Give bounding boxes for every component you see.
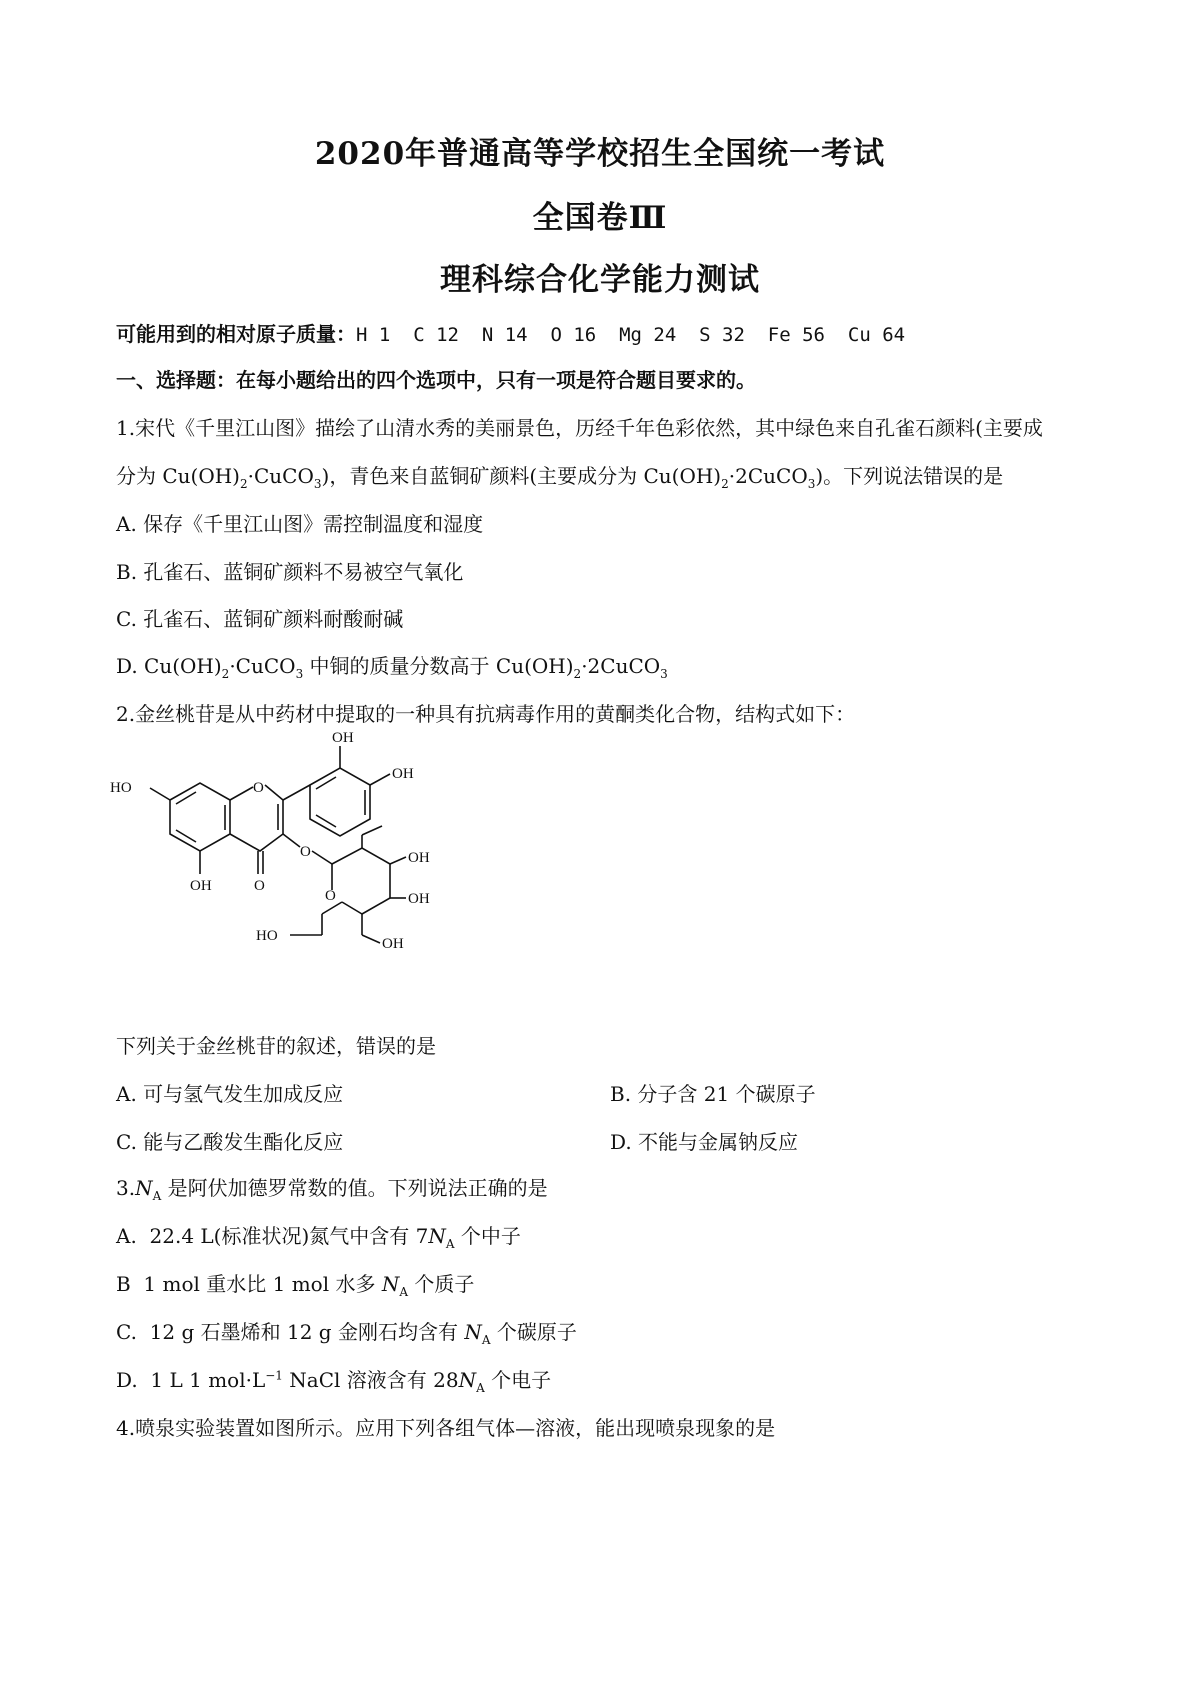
q4-stem: 4.喷泉实验装置如图所示。应用下列各组气体—溶液，能出现喷泉现象的是 [116, 1416, 776, 1440]
label-oh-right: OH [392, 766, 414, 782]
exam-subtitle: 全国卷Ⅲ [532, 200, 668, 236]
label-o-carbonyl: O [254, 878, 265, 894]
label-oh-bottom: OH [190, 878, 212, 894]
q3-option-d: D. 1 L 1 $mol\cdot L^{-1}$ NaCl 溶液含有 $28N_A$ 个电子 [116, 1368, 552, 1395]
q3-option-c: C. 12 g 石墨烯和 12 g 金刚石均含有 $N_A$ 个碳原子 [116, 1320, 577, 1347]
atomic-mass-label: 可能用到的相对原子质量： [116, 322, 356, 346]
q3-option-a: A. 22.4 L(标准状况)氮气中含有 $7N_A$ 个中子 [116, 1224, 521, 1251]
exam-subject: 理科综合化学能力测试 [440, 262, 760, 298]
exam-title: 2020年普通高等学校招生全国统一考试 [314, 136, 886, 172]
label-ho-sugar: HO [256, 928, 278, 944]
q2-option-d: D. 不能与金属钠反应 [610, 1130, 799, 1154]
label-ho-left: HO [110, 780, 132, 796]
label-oh-sugar2: OH [408, 891, 430, 907]
atomic-mass-values: H 1 C 12 N 14 O 16 Mg 24 S 32 Fe 56 Cu 64 [356, 324, 906, 346]
label-oh-sugar1: OH [408, 850, 430, 866]
q3-stem: $3.N_A$ 是阿伏加德罗常数的值。下列说法正确的是 [116, 1176, 548, 1203]
q1-option-d: D. $Cu(OH)_2\cdot CuCO_3$ 中铜的质量分数高于 $Cu(OH)_2\cdot 2CuCO_3$ [116, 654, 668, 681]
q2-stem: 2.金丝桃苷是从中药材中提取的一种具有抗病毒作用的黄酮类化合物，结构式如下： [116, 702, 856, 726]
q1-option-a: A. 保存《千里江山图》需控制温度和湿度 [116, 512, 484, 536]
q2-option-c: C. 能与乙酸发生酯化反应 [116, 1130, 344, 1154]
q1-option-b: B. 孔雀石、蓝铜矿颜料不易被空气氧化 [116, 560, 464, 584]
hyperoside-structure [100, 730, 480, 1010]
q1-stem-line1: 1.宋代《千里江山图》描绘了山清水秀的美丽景色，历经千年色彩依然，其中绿色来自孔雀石颜料(主要成 [116, 416, 1043, 440]
q3-option-b: B 1 mol 重水比 1 mol 水多 $N_A$ 个质子 [116, 1272, 475, 1299]
label-oh-top: OH [332, 730, 354, 746]
q2-prompt: 下列关于金丝桃苷的叙述，错误的是 [116, 1034, 436, 1058]
label-oh-sugar3: OH [382, 936, 404, 952]
q2-option-a: A. 可与氢气发生加成反应 [116, 1082, 344, 1106]
q1-option-c: C. 孔雀石、蓝铜矿颜料耐酸耐碱 [116, 607, 404, 631]
label-o-ring: O [253, 780, 264, 796]
q2-option-b: B. 分子含 21 个碳原子 [610, 1082, 816, 1106]
label-o-sugar: O [325, 888, 336, 904]
label-o-link: O [300, 844, 311, 860]
q1-stem-line2: 分为 $Cu(OH)_2\cdot CuCO_3$)，青色来自蓝铜矿颜料(主要成分为 $Cu(OH)_2\cdot 2CuCO_3$)。下列说法错误的是 [116, 464, 1004, 491]
section-heading: 一、选择题：在每小题给出的四个选项中，只有一项是符合题目要求的。 [116, 368, 756, 392]
atomic-mass-line [116, 318, 905, 347]
